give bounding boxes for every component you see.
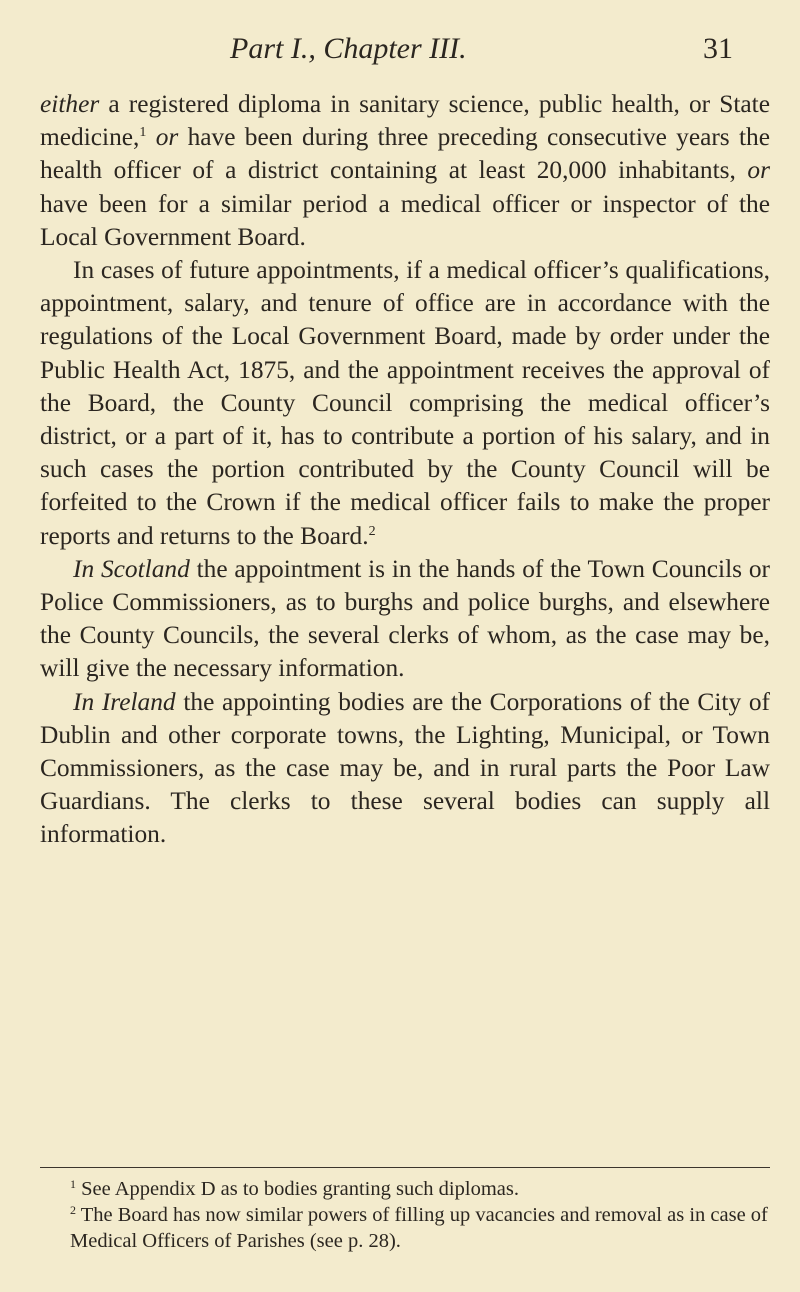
paragraph-scotland <box>40 553 770 686</box>
page-number: 31 <box>703 32 733 65</box>
paragraph-text: a registered diploma in sanitary science, public health, or State medicine, <box>40 90 770 152</box>
footnote-marker: 1 <box>70 1177 76 1191</box>
italic-either: either <box>40 90 100 118</box>
italic-or: or <box>747 156 770 185</box>
paragraph-text: the appointment is in the hands of the Town Councils or Police Commissioners, as to burghs and police burghs, and elsewhere the County Councils, the several clerks of whom, as the case may be, will give the necessary information. <box>40 554 770 683</box>
paragraph-text: In cases of future appointments, if a medical officer’s qualifications, appointment, salary, and tenure of office are in accordance with the regulations of the Local Government Board, made by order under the Public Health Act, 1875, and the appointment receives the approval of the Board, the County Council comprising the medical officer’s district, or a part of it, has to contribute a portion of his salary, and in such cases the portion contributed by the County Council will be forfeited to the Crown if the medical officer fails to make the proper reports and returns to the Board. <box>40 256 770 550</box>
footnote-ref-1: 1 <box>139 125 147 141</box>
italic-in-scotland: In Scotland <box>73 554 190 583</box>
footnote-text: See Appendix D as to bodies granting such diplomas. <box>81 1178 519 1200</box>
footnote-marker: 2 <box>70 1203 76 1217</box>
paragraph-text: have been during three preceding consecutive years the health officer of a district containing at least 20,000 inhabitants, <box>40 123 770 185</box>
footnote-2 <box>40 1202 770 1254</box>
paragraph-ireland <box>40 686 770 852</box>
footnote-1 <box>40 1176 770 1202</box>
paragraph-future-appointments <box>40 254 770 553</box>
italic-or: or <box>155 123 179 152</box>
running-head <box>0 32 800 72</box>
paragraph-text: the appointing bodies are the Corporations of the City of Dublin and other corporate towns, the Lighting, Municipal, or Town Commissioners, as the case may be, and in rural parts the Poor Law Guardians. The clerks to these several bodies can supply all information. <box>40 687 770 849</box>
footnote-divider <box>40 1167 770 1168</box>
footnote-text: The Board has now similar powers of filling up vacancies and removal as in case of Medical Officers of Parishes (see p. 28). <box>70 1204 768 1252</box>
footnote-ref-2: 2 <box>368 523 376 539</box>
running-head-title: Part I., Chapter III. <box>230 32 467 65</box>
footnotes <box>40 1176 770 1254</box>
body-text <box>40 88 770 852</box>
paragraph-continuation <box>40 88 770 254</box>
paragraph-text: have been for a similar period a medical officer or inspector of the Local Government Board. <box>40 189 770 251</box>
italic-in-ireland: In Ireland <box>73 687 176 716</box>
